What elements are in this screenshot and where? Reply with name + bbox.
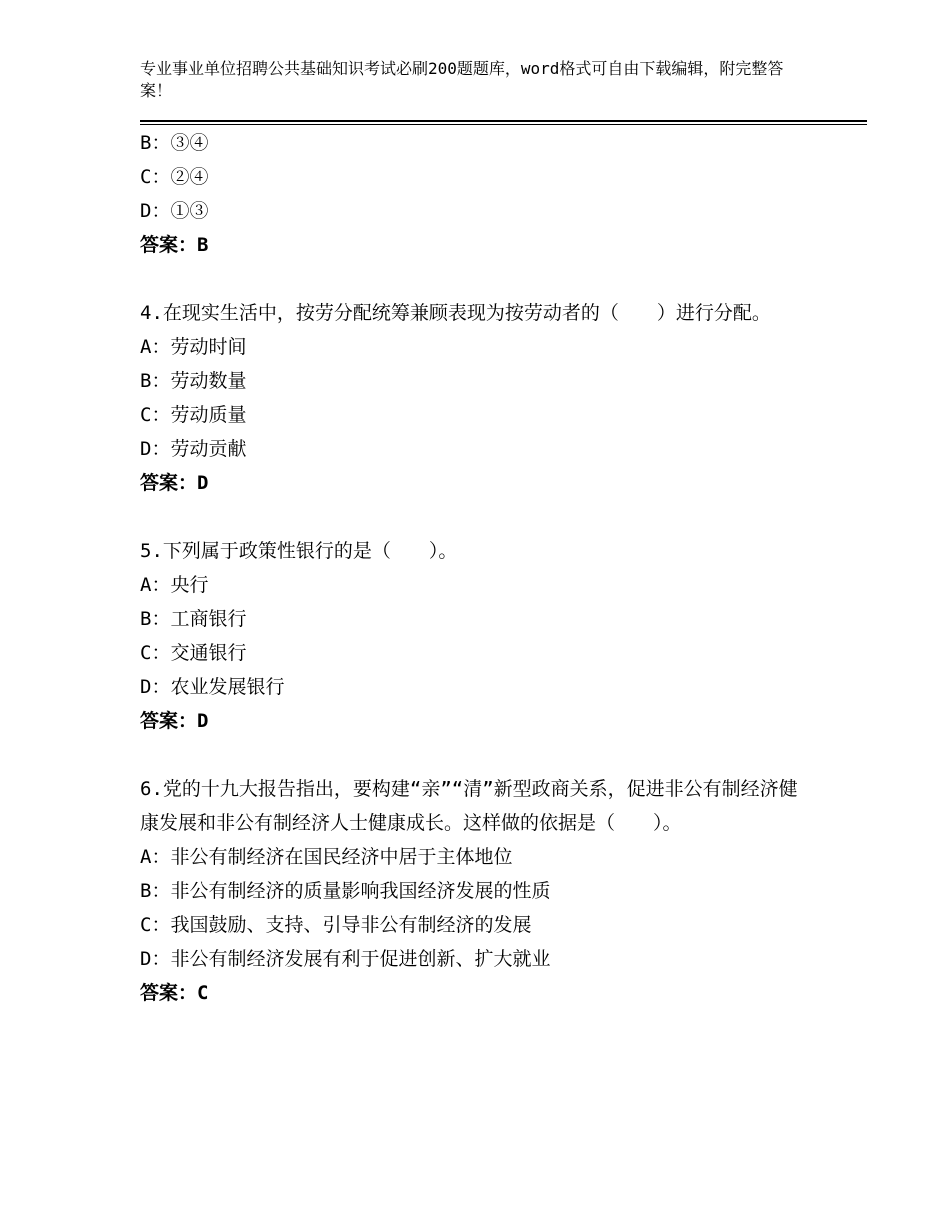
question-block-4 <box>140 296 805 500</box>
option-d: D：农业发展银行 <box>140 676 285 698</box>
option-b: B：非公有制经济的质量影响我国经济发展的性质 <box>140 880 551 902</box>
question-block-5 <box>140 534 805 738</box>
header-rule-thick <box>140 120 867 122</box>
partial-question-block <box>140 126 805 262</box>
option-a: A：劳动时间 <box>140 336 247 358</box>
option-c: C：劳动质量 <box>140 404 247 426</box>
option-c: C：我国鼓励、支持、引导非公有制经济的发展 <box>140 914 532 936</box>
question-stem: 4.在现实生活中，按劳分配统筹兼顾表现为按劳动者的（ ）进行分配。 <box>140 302 771 324</box>
document-header: 专业事业单位招聘公共基础知识考试必刷200题题库，word格式可自由下载编辑，附完整答案！ <box>140 59 784 100</box>
header-rule-thin <box>140 124 867 125</box>
option-a: A：非公有制经济在国民经济中居于主体地位 <box>140 846 513 868</box>
question-stem: 5.下列属于政策性银行的是（ ）。 <box>140 540 458 562</box>
answer-line: 答案：B <box>140 234 209 256</box>
option-b: B：劳动数量 <box>140 370 247 392</box>
option-d: D：劳动贡献 <box>140 438 247 460</box>
question-content <box>140 126 805 1010</box>
answer-line: 答案：C <box>140 982 209 1004</box>
answer-line: 答案：D <box>140 710 209 732</box>
option-d: D：非公有制经济发展有利于促进创新、扩大就业 <box>140 948 551 970</box>
option-a: A：央行 <box>140 574 209 596</box>
question-block-6 <box>140 772 805 1010</box>
answer-line: 答案：D <box>140 472 209 494</box>
question-stem: 6.党的十九大报告指出，要构建“亲”“清”新型政商关系，促进非公有制经济健康发展和非公有制经济人士健康成长。这样做的依据是（ ）。 <box>140 778 798 834</box>
option-c: C：②④ <box>140 166 209 188</box>
option-c: C：交通银行 <box>140 642 247 664</box>
option-b: B：工商银行 <box>140 608 247 630</box>
option-d: D：①③ <box>140 200 209 222</box>
option-b: B：③④ <box>140 132 209 154</box>
